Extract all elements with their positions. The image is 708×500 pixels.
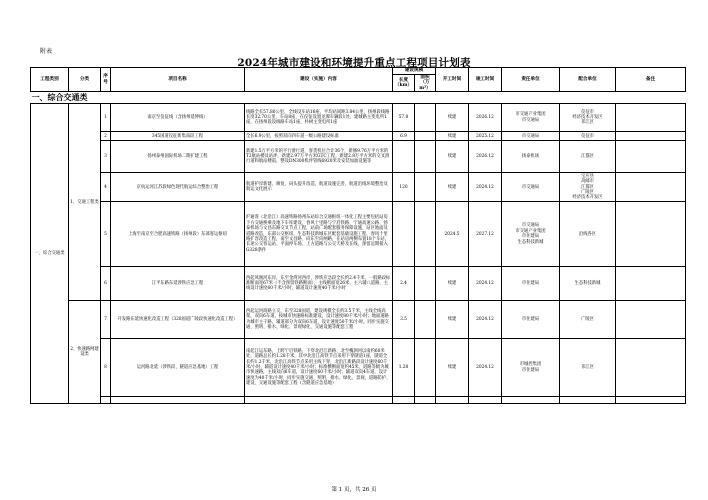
cell-area: [415, 202, 436, 267]
cell-partner: 仪征市 经济技术开发区 邗江区: [560, 104, 616, 132]
col-content: 建设（实施）内容: [245, 68, 393, 92]
cell-finish: 2027.12: [469, 202, 502, 267]
cell-start: 续建: [436, 104, 469, 132]
blank-cell: [436, 397, 469, 404]
cell-length: [393, 202, 415, 267]
cell-note: [616, 301, 686, 339]
cell-name: 上海至南京至合肥高速铁路（扬州段）东部客运枢纽: [111, 202, 245, 267]
group-cell: 2、快速路网建设类: [69, 301, 101, 404]
cell-length: 2.4: [393, 267, 415, 301]
cell-partner: 仪征市: [560, 132, 616, 141]
col-area-label: 面积: [420, 75, 430, 80]
col-area-unit: （万m²）: [419, 80, 431, 91]
cell-start: 续建: [436, 173, 469, 202]
table-row: [31, 301, 686, 339]
cell-owner: 市交通局 市交通产业集团 市住建局 生态科技新城: [502, 202, 560, 267]
cell-note: [616, 339, 686, 397]
cell-area: [415, 267, 436, 301]
cell-finish: 2026.12: [469, 141, 502, 173]
cell-content: 西起运河商路立交，东至328国道，建设规模全长约3.5千米，主线全线高架，双向6车道，按城市快速路标准建设，设计速度80千米/小时；地面道路为城市主干路，辅道部分为双向6车道，设计速度50千米/小时。同步实施交通、照明、排水、绿化、景观绿化、交通设施等配套工程: [245, 301, 393, 339]
cell-partner: 生态科技新城: [560, 267, 616, 301]
blank-cell: [616, 397, 686, 404]
table-row-blank: [31, 397, 686, 404]
cell-area: [415, 301, 436, 339]
cell-seq: 6: [101, 267, 111, 301]
cell-area: [415, 132, 436, 141]
cell-partner: 江都区: [560, 141, 616, 173]
cell-seq: 4: [101, 173, 111, 202]
col-scale: 建设规模: [393, 68, 436, 75]
cell-finish: 2024.12: [469, 339, 502, 397]
cell-finish: 2024.12: [469, 267, 502, 301]
table-row: [31, 202, 686, 267]
cell-partner: 邗江区: [560, 339, 616, 397]
cell-content: 西起凤凰河东岸，东至金湾河西岸，涉铁应急段全长约2.4千米，一般路段标准断面宽67米（不含预留铁路断面），主线断面宽26米，主六辅八道路，主线设计速度60千米/小时，辅道设计速度40千米/小时: [245, 267, 393, 301]
col-subcategory: 分类: [69, 68, 101, 92]
table-row: [31, 339, 686, 397]
cell-seq: 8: [101, 339, 111, 397]
page-footer: 第 1 页，共 26 页: [331, 487, 377, 493]
cell-name: 开发路东延快速化改造工程（328国道广陵段快速化改造工程）: [111, 301, 245, 339]
cell-length: 3.5: [393, 301, 415, 339]
cell-name: 京杭运河江苏段绿色现代航运综合整治工程: [111, 173, 245, 202]
cell-seq: 7: [101, 301, 111, 339]
cell-seq: 1: [101, 104, 111, 132]
col-start: 开工时间: [436, 68, 469, 92]
blank-cell: [101, 397, 111, 404]
table-row: [31, 267, 686, 301]
cell-name: 扬州泰州国际机场二期扩建工程: [111, 141, 245, 173]
cell-note: [616, 267, 686, 301]
category-cell: 一、综合交通类: [31, 104, 69, 404]
cell-start: 续建: [436, 132, 469, 141]
group-cell: 1、交通工程类: [69, 104, 101, 301]
cell-finish: 2024.12: [469, 173, 502, 202]
cell-note: [616, 104, 686, 132]
attachment-label: 附表: [40, 48, 53, 55]
cell-content: 沪通客（北沿江）高速铁路扬州东站综合交通枢纽一体化工程主要包括站房下方交通换乘及地下车库建设，春风十里路与宁启铁路、宁通高速公路、扬泰机场与文昌东路交叉节点工程，站前广场配套服务保障设施、站区地面及道路改造，东部公交枢纽，生态科技新城东区配套基础设施工程，春风十里路扩容改造工程，南至文昌路、向东至向闸路，在站房两侧布置18个车站，长途公交客运站、平面停车场、上方道路与公交天桥及在线，预留远期接入G328条件: [245, 202, 393, 267]
cell-length: 6.9: [393, 132, 415, 141]
cell-length: [393, 141, 415, 173]
cell-start: 续建: [436, 141, 469, 173]
col-finish: 竣工时间: [469, 68, 502, 92]
cell-start: 续建: [436, 301, 469, 339]
cell-name: 江平东路东延涉铁应急工程: [111, 267, 245, 301]
cell-name: 南京至仪征线（含扬州延伸线）: [111, 104, 245, 132]
cell-seq: 3: [101, 141, 111, 173]
cell-owner: 市住建局: [502, 267, 560, 301]
cell-area: [415, 141, 436, 173]
col-seq: 序号: [101, 68, 111, 92]
cell-finish: 2026.12: [469, 104, 502, 132]
cell-owner: 市住建局: [502, 301, 560, 339]
table-row: [31, 141, 686, 173]
cell-name: 345国道仪征新集南段工程: [111, 132, 245, 141]
cell-finish: 2024.12: [469, 301, 502, 339]
col-partner: 配合单位: [560, 68, 616, 92]
cell-start: 续建: [436, 267, 469, 301]
cell-start: 2024.5: [436, 202, 469, 267]
blank-cell: [245, 397, 393, 404]
cell-name: 运河路北延（涉铁段、隧道应急基地）工程: [111, 339, 245, 397]
col-name: 项目名称: [111, 68, 245, 92]
cell-partner: 宝应县 高邮市 江都区 广陵区 经济技术开发区: [560, 173, 616, 202]
col-length-unit: （km）: [394, 83, 413, 89]
cell-note: [616, 202, 686, 267]
blank-cell: [560, 397, 616, 404]
section-title: 一、综合交通类: [31, 92, 686, 104]
col-category: 工程类别: [31, 68, 69, 92]
project-table: [30, 67, 686, 404]
cell-owner: 市交通局: [502, 132, 560, 141]
cell-seq: 2: [101, 132, 111, 141]
cell-content: 线路全长57.80公里，全线设车站16座，平均站间距3.84公里，扬州段线路长度32.70公里，车站8座，在仪征设置龙潭车辆段1处，建城路主变电所1座，在扬州段设线路车站1座，朴树主变电所1座: [245, 104, 393, 132]
col-length-label: 长度: [398, 77, 409, 83]
table-row: [31, 104, 686, 132]
cell-owner: 市交通局: [502, 173, 560, 202]
page-title: 2024年城市建设和环境提升重点工程项目计划表: [237, 57, 471, 69]
cell-owner: 市城控集团 市住建局: [502, 339, 560, 397]
blank-cell: [502, 397, 560, 404]
cell-partner: 沿线各区: [560, 202, 616, 267]
cell-finish: 2025.12: [469, 132, 502, 141]
cell-length: 57.8: [393, 104, 415, 132]
blank-cell: [415, 397, 436, 404]
blank-cell: [111, 397, 245, 404]
cell-content: 新建1.5万平方米的平行滑行道，客货机位合计36个，新修9.76万平方米的T2航站楼及站坪，新建2.97万平方米GTC工程，新建2.8万平方米的交叉滑行道和航站楼前，整设DN300机坪管线6920米及安装加油设施等: [245, 141, 393, 173]
blank-cell: [469, 397, 502, 404]
table-row: [31, 173, 686, 202]
cell-length: 120: [393, 173, 415, 202]
col-length: [393, 75, 415, 92]
cell-note: [616, 132, 686, 141]
cell-partner: 广陵区: [560, 301, 616, 339]
cell-area: [415, 173, 436, 202]
cell-content: 南起江运东路，上跨宁启铁路，下穿北沿江新路、北至槐泗河以南约60米处，道路总长约1.28千米，其中北沿江高铁节点采用下穿隧道1座，隧道全长约1.2千米，北沿江高铁节点采用主线下穿，北沿江新路段设计速度60千米/小时，辅道设计速度40千米/小时；标准横断面宽约45米，道路等级为城市快速路，主线双向6车道，设计速度60千米/小时；辅道双向4车道，设计速度为40千米/小时，同步实施交通、照明、排水、绿化、景观、道路防护、建设、交通设施等配套工程（含隧道应急基地）: [245, 339, 393, 397]
table-row: [31, 132, 686, 141]
cell-owner: 市交通产业集团 市交通局: [502, 104, 560, 132]
cell-content: 航道护岸新建、修复、码头提升改造，航道设施完善，航道沿线环境整治及航运文化展示: [245, 173, 393, 202]
cell-owner: 扬泰机场: [502, 141, 560, 173]
blank-cell: [393, 397, 415, 404]
col-note: 备注: [616, 68, 686, 92]
cell-seq: 5: [101, 202, 111, 267]
cell-start: 续建: [436, 339, 469, 397]
cell-area: [415, 104, 436, 132]
cell-note: [616, 141, 686, 173]
cell-length: 1.28: [393, 339, 415, 397]
cell-content: 全长6.9公里，按照双向四车道一级公路建设标准: [245, 132, 393, 141]
cell-area: [415, 339, 436, 397]
cell-note: [616, 173, 686, 202]
col-area: [415, 75, 436, 92]
col-owner: 责任单位: [502, 68, 560, 92]
